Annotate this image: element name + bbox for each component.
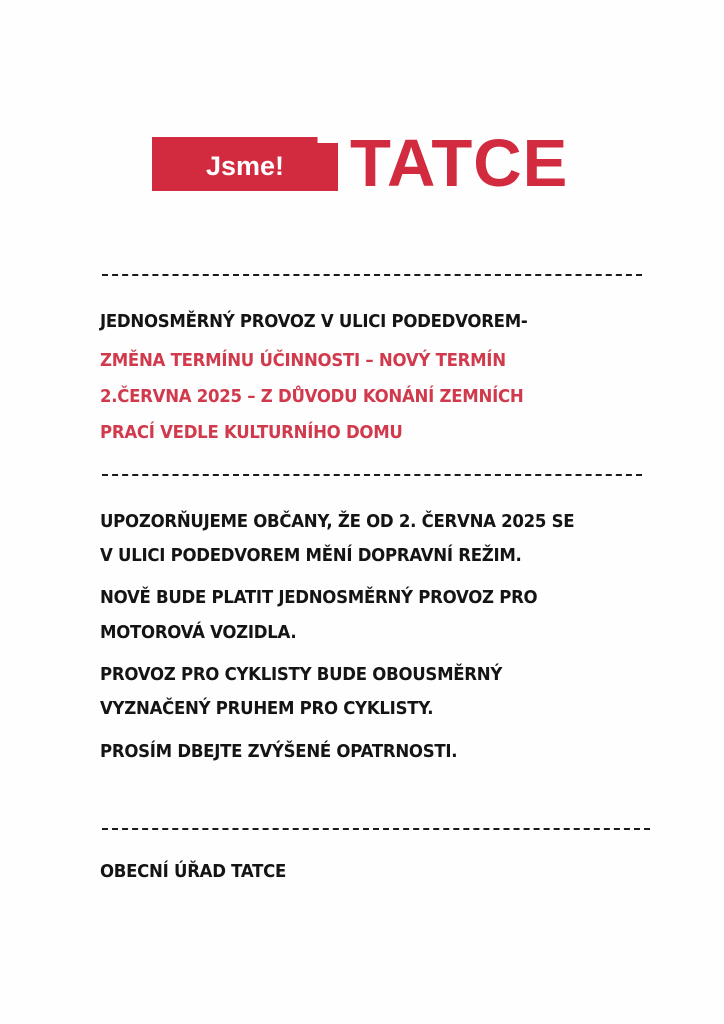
body-paragraph-4-line-1: PROSÍM DBEJTE ZVÝŠENÉ OPATRNOSTI. bbox=[100, 741, 458, 762]
body-paragraph-3-line-1: PROVOZ PRO CYKLISTY BUDE OBOUSMĚRNÝ bbox=[100, 664, 503, 685]
notice-title: JEDNOSMĚRNÝ PROVOZ V ULICI PODEDVOREM- bbox=[100, 311, 528, 332]
update-line-3: PRACÍ VEDLE KULTURNÍHO DOMU bbox=[100, 422, 403, 443]
divider-middle bbox=[102, 474, 642, 476]
body-paragraph-2-line-1: NOVĚ BUDE PLATIT JEDNOSMĚRNÝ PROVOZ PRO bbox=[100, 587, 538, 608]
body-paragraph-1-line-1: UPOZORŇUJEME OBČANY, ŽE OD 2. ČERVNA 2025 SE bbox=[100, 511, 575, 532]
logo-wordmark: TATCE bbox=[350, 126, 569, 201]
body-paragraph-1-line-2: V ULICI PODEDVOREM MĚNÍ DOPRAVNÍ REŽIM. bbox=[100, 545, 522, 566]
body-paragraph-2-line-2: MOTOROVÁ VOZIDLA. bbox=[100, 622, 297, 643]
logo-badge-text: Jsme! bbox=[205, 150, 285, 181]
body-paragraph-3-line-2: VYZNAČENÝ PRUHEM PRO CYKLISTY. bbox=[100, 698, 434, 719]
update-line-1: ZMĚNA TERMÍNU ÚČINNOSTI – NOVÝ TERMÍN bbox=[100, 350, 506, 371]
divider-bottom bbox=[102, 828, 650, 830]
divider-top bbox=[102, 274, 642, 276]
signature: OBECNÍ ÚŘAD TATCE bbox=[100, 861, 287, 882]
update-line-2: 2.ČERVNA 2025 – Z DŮVODU KONÁNÍ ZEMNÍCH bbox=[100, 386, 524, 407]
